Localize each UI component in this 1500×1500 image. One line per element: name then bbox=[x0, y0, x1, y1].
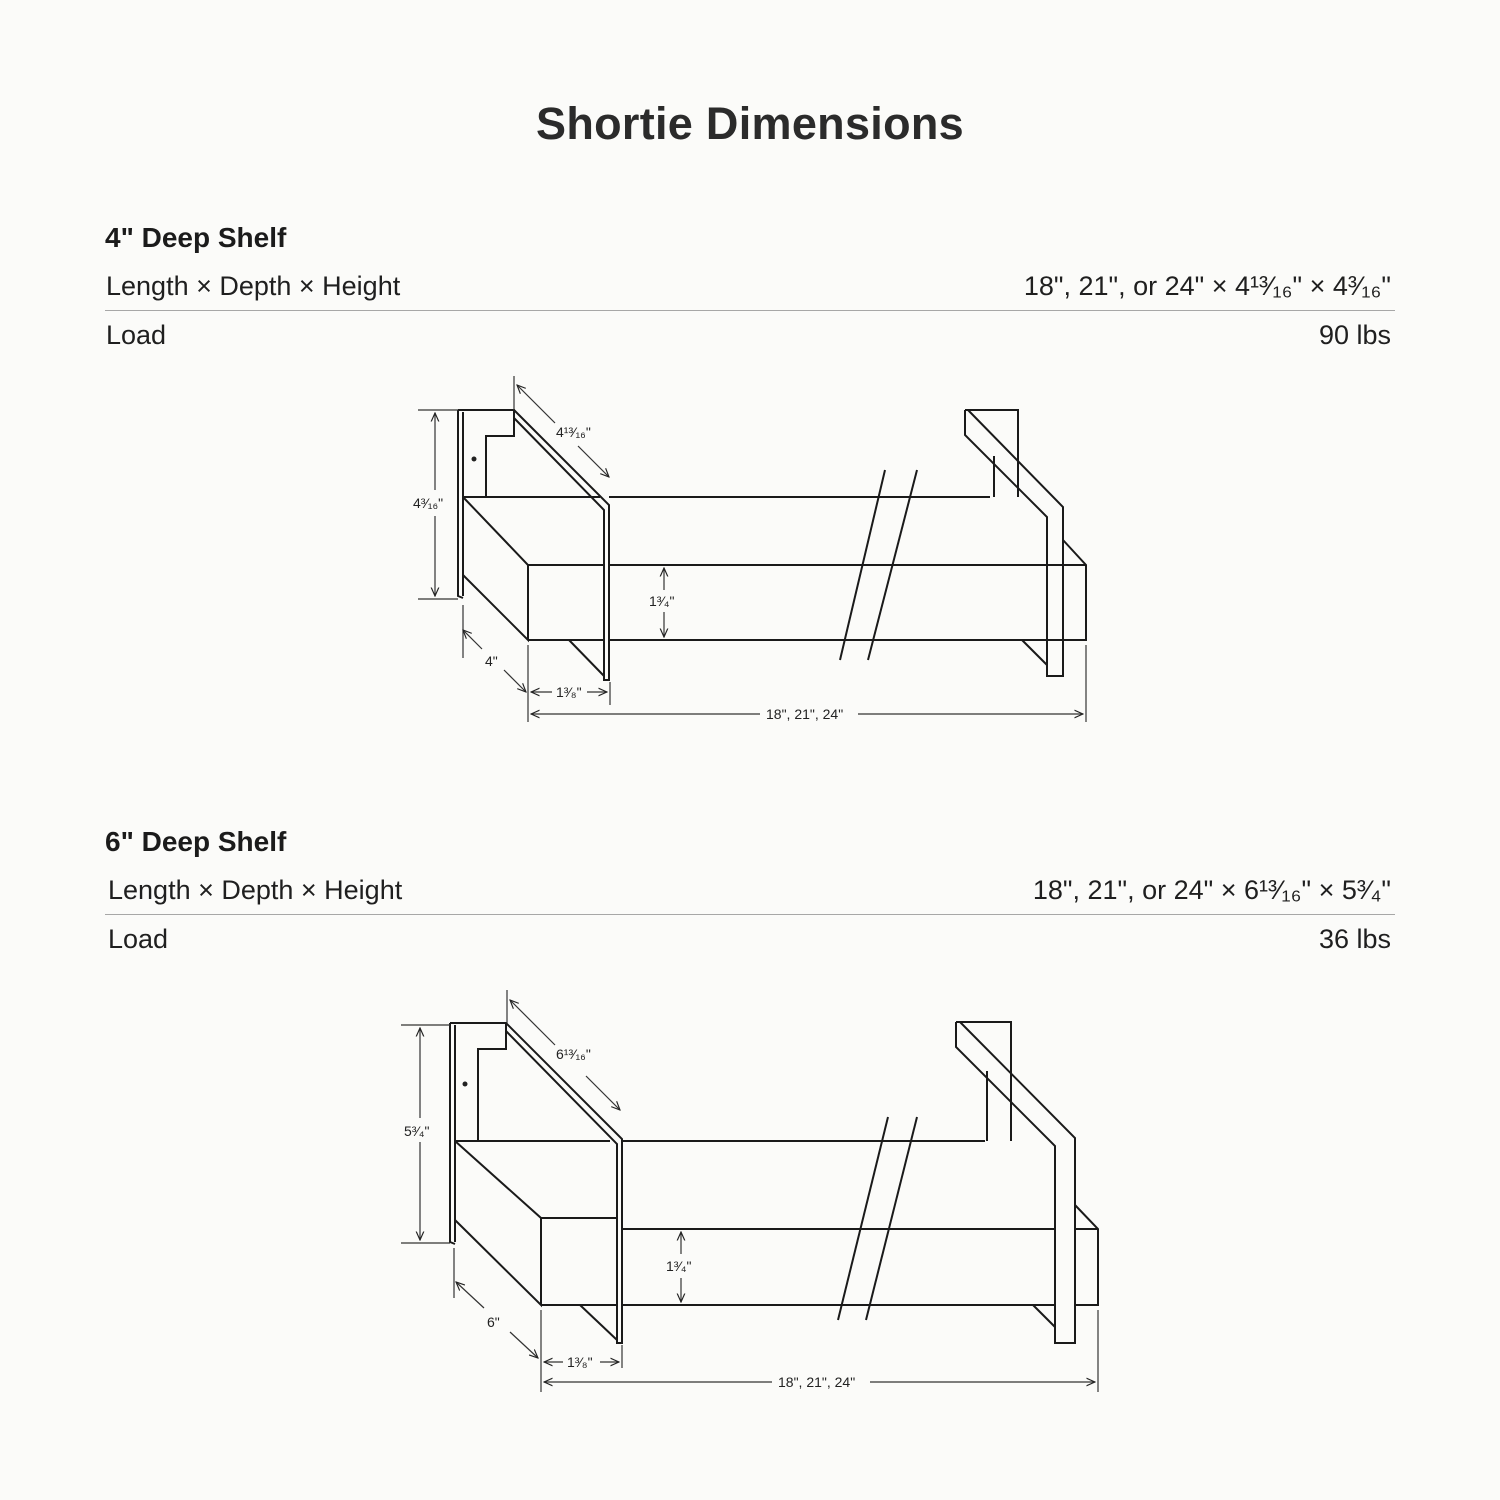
bracket-dimension-label: 4¹³⁄₁₆" bbox=[556, 424, 591, 440]
length-dimension-label: 18", 21", 24" bbox=[766, 706, 844, 722]
height-dimension-label: 5³⁄₄" bbox=[404, 1123, 430, 1139]
spec-row-dimensions bbox=[105, 866, 1395, 915]
spec-value: 90 lbs bbox=[1318, 319, 1391, 350]
offset-dimension-label: 1³⁄₈" bbox=[567, 1354, 593, 1370]
page-title: Shortie Dimensions bbox=[536, 98, 964, 149]
offset-dimension-label: 1³⁄₈" bbox=[556, 684, 582, 700]
thickness-dimension-label: 1³⁄₄" bbox=[666, 1258, 692, 1274]
depth-dimension-label: 4" bbox=[485, 653, 498, 669]
section-heading: 6" Deep Shelf bbox=[105, 826, 287, 857]
spec-value: 36 lbs bbox=[1318, 923, 1391, 954]
depth-dimension-label: 6" bbox=[487, 1314, 500, 1330]
spec-value: 18", 21", or 24" × 6¹³⁄₁₆" × 5³⁄₄" bbox=[1032, 874, 1391, 905]
thickness-dimension-label: 1³⁄₄" bbox=[649, 593, 675, 609]
shelf-diagram-6in bbox=[0, 980, 1500, 1420]
spec-label: Load bbox=[108, 923, 169, 954]
length-dimension-label: 18", 21", 24" bbox=[778, 1374, 856, 1390]
spec-row-load bbox=[105, 915, 1395, 963]
spec-label: Length × Depth × Height bbox=[106, 270, 401, 301]
section-6in-shelf bbox=[105, 826, 1395, 963]
height-dimension-label: 4³⁄₁₆" bbox=[413, 495, 444, 511]
bracket-dimension-label: 6¹³⁄₁₆" bbox=[556, 1046, 591, 1062]
section-heading: 4" Deep Shelf bbox=[105, 222, 287, 253]
spec-label: Length × Depth × Height bbox=[108, 874, 403, 905]
spec-value: 18", 21", or 24" × 4¹³⁄₁₆" × 4³⁄₁₆" bbox=[1023, 270, 1391, 301]
spec-label: Load bbox=[106, 319, 167, 350]
